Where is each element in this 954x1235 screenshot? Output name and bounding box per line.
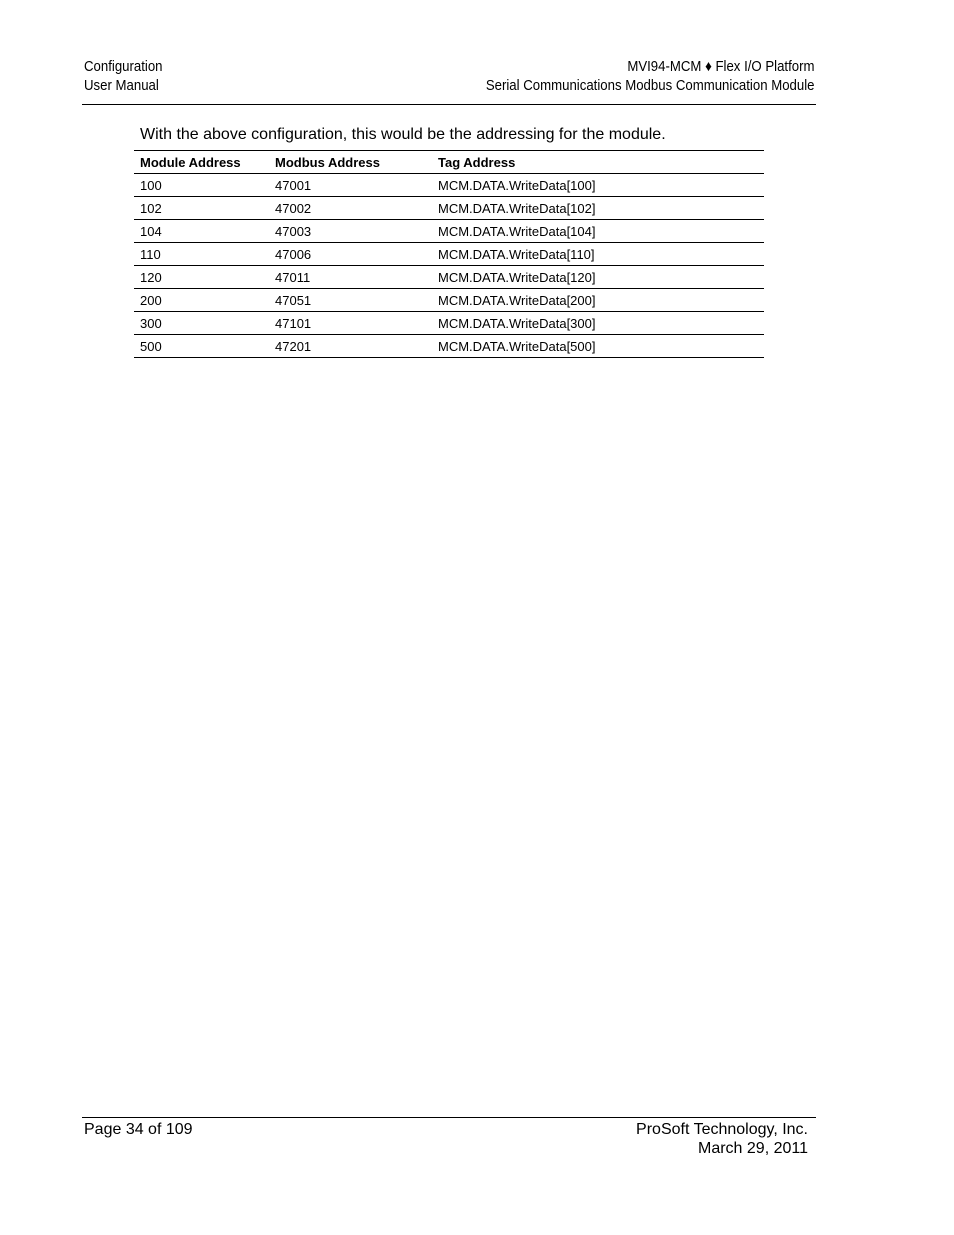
header-divider bbox=[82, 104, 816, 105]
table-row bbox=[134, 220, 764, 243]
table-row bbox=[134, 197, 764, 220]
table-row bbox=[134, 289, 764, 312]
table-row bbox=[134, 312, 764, 335]
intro-paragraph: With the above configuration, this would be the addressing for the module. bbox=[140, 126, 666, 143]
cell-modbus-address: 47051 bbox=[269, 289, 432, 312]
cell-tag-address: MCM.DATA.WriteData[300] bbox=[432, 312, 764, 335]
cell-module-address: 104 bbox=[134, 220, 269, 243]
column-header-modbus-address: Modbus Address bbox=[269, 151, 432, 174]
cell-module-address: 110 bbox=[134, 243, 269, 266]
column-header-module-address: Module Address bbox=[134, 151, 269, 174]
cell-tag-address: MCM.DATA.WriteData[100] bbox=[432, 174, 764, 197]
cell-modbus-address: 47003 bbox=[269, 220, 432, 243]
cell-module-address: 102 bbox=[134, 197, 269, 220]
cell-modbus-address: 47002 bbox=[269, 197, 432, 220]
cell-tag-address: MCM.DATA.WriteData[102] bbox=[432, 197, 764, 220]
table-row bbox=[134, 243, 764, 266]
header-section-title: Configuration bbox=[84, 58, 163, 75]
cell-modbus-address: 47006 bbox=[269, 243, 432, 266]
cell-tag-address: MCM.DATA.WriteData[500] bbox=[432, 335, 764, 358]
table-row bbox=[134, 335, 764, 358]
cell-modbus-address: 47011 bbox=[269, 266, 432, 289]
cell-tag-address: MCM.DATA.WriteData[200] bbox=[432, 289, 764, 312]
header-manual-type: User Manual bbox=[84, 77, 159, 94]
cell-module-address: 100 bbox=[134, 174, 269, 197]
publication-date: March 29, 2011 bbox=[698, 1140, 808, 1157]
column-header-tag-address: Tag Address bbox=[432, 151, 764, 174]
cell-modbus-address: 47201 bbox=[269, 335, 432, 358]
footer-divider bbox=[82, 1117, 816, 1118]
header-left bbox=[84, 57, 163, 95]
table-header-row bbox=[134, 151, 764, 174]
cell-tag-address: MCM.DATA.WriteData[104] bbox=[432, 220, 764, 243]
page-number: Page 34 of 109 bbox=[84, 1121, 193, 1138]
cell-module-address: 300 bbox=[134, 312, 269, 335]
cell-modbus-address: 47001 bbox=[269, 174, 432, 197]
cell-tag-address: MCM.DATA.WriteData[110] bbox=[432, 243, 764, 266]
header-product-description: Serial Communications Modbus Communication Module bbox=[485, 77, 814, 94]
cell-module-address: 500 bbox=[134, 335, 269, 358]
table-row bbox=[134, 266, 764, 289]
cell-module-address: 200 bbox=[134, 289, 269, 312]
cell-modbus-address: 47101 bbox=[269, 312, 432, 335]
company-name: ProSoft Technology, Inc. bbox=[636, 1121, 808, 1138]
cell-module-address: 120 bbox=[134, 266, 269, 289]
addressing-table bbox=[134, 150, 764, 358]
header-product-name: MVI94-MCM ♦ Flex I/O Platform bbox=[626, 58, 814, 75]
cell-tag-address: MCM.DATA.WriteData[120] bbox=[432, 266, 764, 289]
header-right bbox=[485, 57, 814, 95]
table-row bbox=[134, 174, 764, 197]
footer-right bbox=[636, 1120, 808, 1158]
